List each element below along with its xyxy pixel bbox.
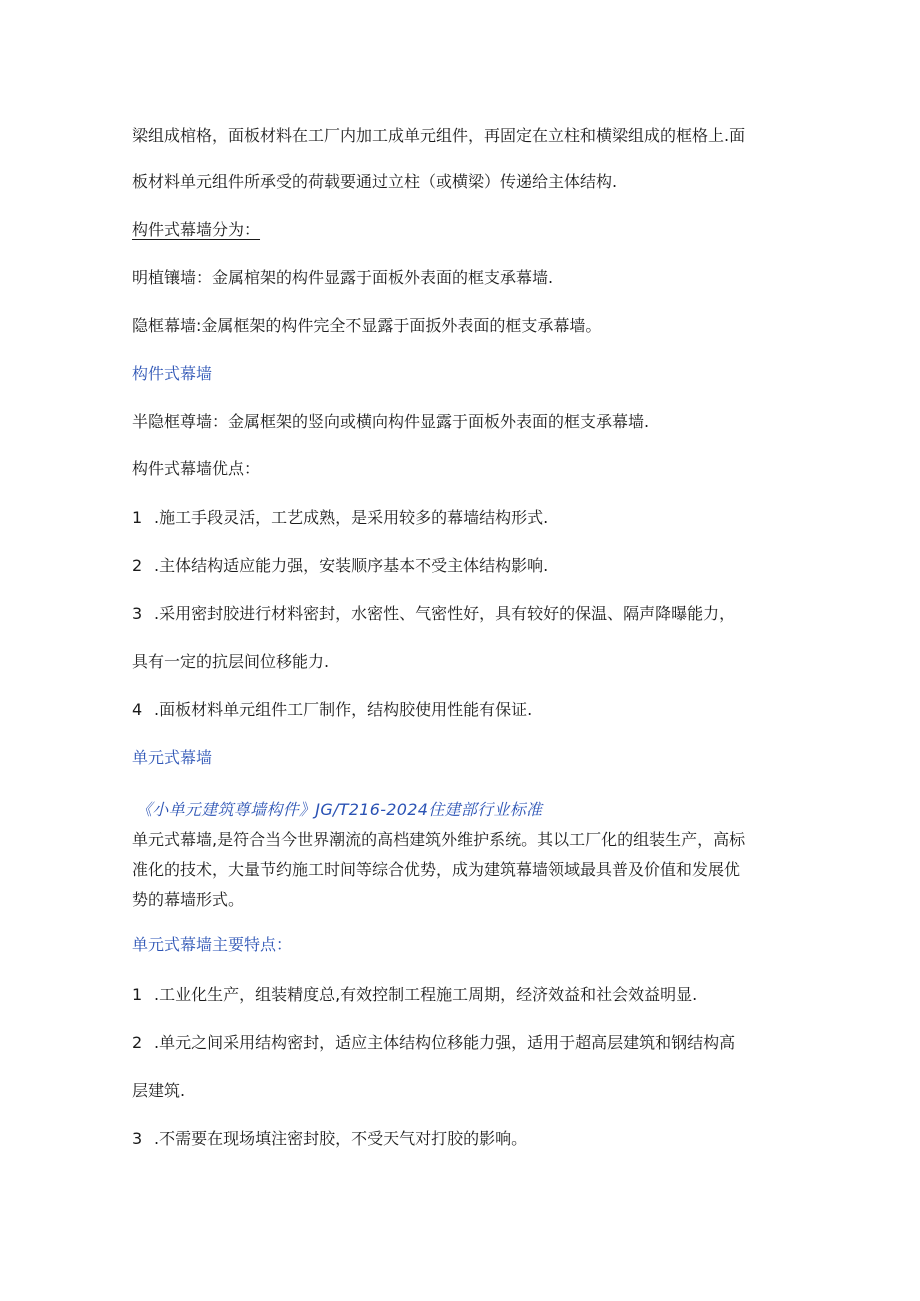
list-item xyxy=(132,508,548,528)
body-text-line: 准化的技术，大量节约施工时间等综合优势，成为建筑幕墙领域最具普及价值和发展优 xyxy=(132,860,741,879)
list-number: 3 xyxy=(132,1129,143,1148)
list-text: .面板材料单元组件工厂制作，结构胶使用性能有保证. xyxy=(154,700,533,719)
list-number: 1 xyxy=(132,508,143,527)
body-text-line: 单元式幕墙,是符合当今世界潮流的高档建筑外维护系统。其以工厂化的组装生产，高标 xyxy=(132,830,746,849)
body-text-line: 具有一定的抗层间位移能力. xyxy=(132,652,330,671)
list-number: 2 xyxy=(132,1033,143,1052)
section-heading: 单元式幕墙主要特点： xyxy=(132,935,293,954)
list-text: .工业化生产，组装精度总,有效控制工程施工周期，经济效益和社会效益明显. xyxy=(154,985,698,1004)
body-text-line: 半隐框尊墙：金属框架的竖向或横向构件显露于面板外表面的框支承幕墙. xyxy=(132,412,650,431)
list-text: .不需要在现场填注密封胶，不受天气对打胶的影响。 xyxy=(154,1129,528,1148)
body-text-line: 明植镶墙：金属棺架的构件显露于面板外表面的框支承幕墙. xyxy=(132,268,554,287)
list-number: 1 xyxy=(132,985,143,1004)
list-item xyxy=(132,1033,735,1053)
list-text: .单元之间采用结构密封，适应主体结构位移能力强，适用于超高层建筑和钢结构高 xyxy=(154,1033,736,1052)
list-number: 4 xyxy=(132,700,143,719)
list-text: .施工手段灵活，工艺成熟，是采用较多的幕墙结构形式. xyxy=(154,508,549,527)
list-item xyxy=(132,1129,527,1149)
list-item xyxy=(132,556,548,576)
list-number: 2 xyxy=(132,556,143,575)
list-item xyxy=(132,985,697,1005)
body-text-line: 层建筑. xyxy=(132,1081,186,1100)
standard-reference: 《小单元建筑尊墙构件》JG/T216-2024住建部行业标准 xyxy=(136,800,543,819)
list-text: .采用密封胶进行材料密封，水密性、气密性好，具有较好的保温、隔声降曝能力， xyxy=(154,604,736,623)
list-item xyxy=(132,604,735,624)
body-text-line: 构件式幕墙优点： xyxy=(132,459,261,478)
body-text-line: 梁组成棺格，面板材料在工厂内加工成单元组件，再固定在立柱和横梁组成的框格上.面 xyxy=(132,126,746,145)
list-text: .主体结构适应能力强，安装顺序基本不受主体结构影响. xyxy=(154,556,549,575)
body-text-line: 势的幕墙形式。 xyxy=(132,890,245,909)
section-heading: 单元式幕墙 xyxy=(132,748,213,767)
section-heading-underlined: 构件式幕墙分为： xyxy=(132,220,261,239)
section-heading: 构件式幕墙 xyxy=(132,364,213,383)
list-number: 3 xyxy=(132,604,143,623)
body-text-line: 隐框幕墙:金属框架的构件完全不显露于面扳外表面的框支承幕墙。 xyxy=(132,316,602,335)
list-item xyxy=(132,700,532,720)
body-text-line: 板材料单元组件所承受的荷载要通过立柱（或横梁）传递给主体结构. xyxy=(132,172,618,191)
